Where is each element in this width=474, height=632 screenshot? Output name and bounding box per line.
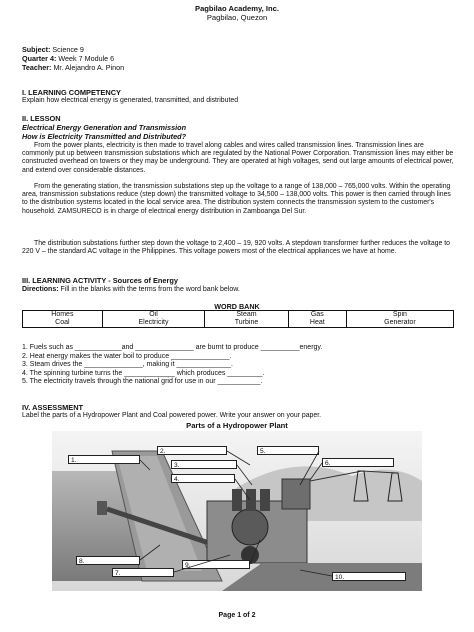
teacher-value: Mr. Alejandro A. Pinon [53, 63, 125, 72]
fill-in-item: 5. The electricity travels through the national grid for use in our ___________. [22, 378, 263, 386]
quarter-label: Quarter 4: [22, 54, 57, 63]
quarter-value: Week 7 Module 6 [58, 54, 115, 63]
word-bank-cell: Turbine [205, 319, 289, 328]
word-bank-cell: Generator [346, 319, 453, 328]
pointer-line-7 [174, 555, 230, 572]
assessment-instruction: Label the parts of a Hydropower Plant and Coal powered power. Write your answer on your paper. [22, 412, 322, 419]
page-number: Page 1 of 2 [218, 612, 256, 619]
word-bank-cell: Steam [205, 311, 289, 320]
word-bank-cell: Heat [288, 319, 346, 328]
word-bank-cell: Electricity [102, 319, 205, 328]
label-box-3[interactable]: 3. [171, 460, 237, 469]
competency-text: Explain how electrical energy is generated, transmitted, and distributed [22, 97, 239, 104]
activity-heading: III. LEARNING ACTIVITY - Sources of Energy [22, 276, 179, 285]
competency-heading: I. LEARNING COMPETENCY [22, 88, 121, 97]
label-box-7[interactable]: 7. [112, 568, 174, 577]
label-box-4[interactable]: 4. [171, 474, 235, 483]
teacher-label: Teacher: [22, 63, 52, 72]
lesson-heading: II. LESSON [22, 114, 61, 123]
pointer-line-5 [300, 451, 319, 485]
word-bank-cell: Gas [288, 311, 346, 320]
label-box-2[interactable]: 2. [157, 446, 227, 455]
lesson-subheading-2: How is Electricity Transmitted and Distributed? [22, 132, 187, 141]
diagram-title: Parts of a Hydropower Plant [186, 421, 288, 430]
word-bank-cell: Coal [23, 319, 103, 328]
pointer-line-4 [235, 479, 250, 500]
directions-text: Fill in the blanks with the terms from the word bank below. [60, 286, 240, 293]
pointer-line-9 [250, 540, 260, 564]
fill-in-item: 1. Fuels such as ____________and _______________ are burnt to produce __________energy. [22, 344, 323, 351]
lesson-paragraph-3: The distribution substations further step down the voltage to 2,400 – 19, 920 volts. A stepdown transformer further reduces the voltage to 220 V – the standard AC voltage in the Philippines. This voltage powers most of the electrical appliances we have at home. [22, 240, 450, 256]
fill-in-item: 4. The spinning turbine turns the _____________ which produces _________. [22, 369, 265, 377]
pointer-line-10 [300, 570, 332, 576]
lesson-paragraph-2: From the generating station, the transmission substations step up the voltage to a range of 138,000 – 765,000 volts. Within the operating area, transmission substations reduce (step down) the transmitted voltage to 34,500 – 138,000 volts. This power is then carried through lines to the distribution systems located in the local service area. The distribution system connects the transmission system to the customer's household. ZAMSURECO is in charge of electrical energy distribution in Zamboanga Del Sur. [22, 183, 451, 215]
lesson-paragraph-1: From the power plants, electricity is then made to travel along cables and wires called transmission lines. Transmission lines are commonly put up between transmission substations which are regulated by the National Power Corporation. Transmission lines may either be constructed overhead on towers or they may be underground. They are operated at high voltages, send out large amounts of electrical power, and extend over considerable distances. [22, 142, 454, 174]
word-bank-title: WORD BANK [214, 302, 260, 311]
label-box-8[interactable]: 8. [76, 556, 140, 565]
pointer-line-6 [310, 463, 322, 480]
fill-in-item: 2. Heat energy makes the water boil to produce _______________. [22, 352, 232, 360]
pointer-line-3 [237, 465, 252, 485]
lesson-subheading-1: Electrical Energy Generation and Transmission [22, 123, 187, 132]
word-bank-cell: Homes [23, 311, 103, 320]
word-bank-cell: Spin [346, 311, 453, 320]
subject-value: Science 9 [52, 45, 84, 54]
label-box-10[interactable]: 10. [332, 572, 406, 581]
label-box-9[interactable]: 9. [182, 560, 250, 569]
pointer-line-8 [140, 545, 160, 560]
label-box-5[interactable]: 5. [257, 446, 319, 455]
school-address: Pagbilao, Quezon [206, 13, 268, 22]
assessment-heading: IV. ASSESSMENT [22, 403, 84, 412]
directions-label: Directions: [22, 286, 59, 293]
pointer-line-1 [140, 460, 150, 470]
label-box-6[interactable]: 6. [322, 458, 394, 467]
word-bank-cell: Oil [102, 311, 205, 320]
pointer-line-2 [227, 451, 250, 465]
subject-label: Subject: [22, 45, 51, 54]
school-name: Pagbilao Academy, Inc. [195, 4, 279, 13]
fill-in-item: 3. Steam drives the _______________, making it ______________. [22, 361, 233, 369]
label-box-1[interactable]: 1. [68, 455, 140, 464]
